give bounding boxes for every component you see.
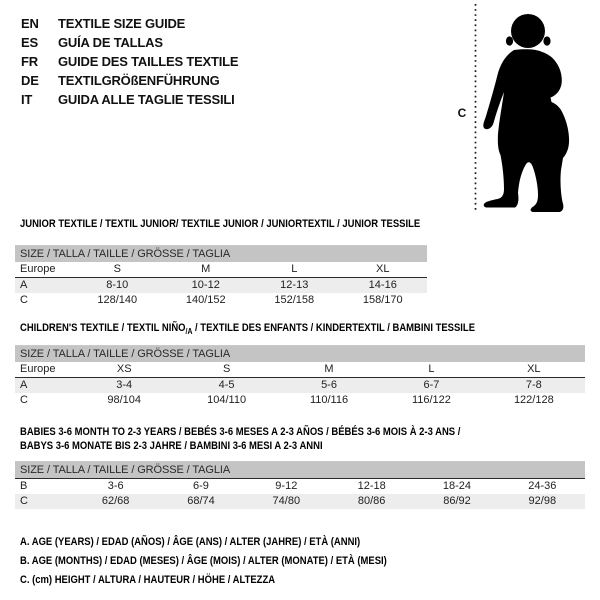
column-header-size: S <box>113 263 121 275</box>
size-value: 14-16 <box>368 279 397 291</box>
column-header-size: XL <box>376 263 390 275</box>
language-label: GUIDE DES TAILLES TEXTILE <box>58 54 239 69</box>
size-value: 12-18 <box>357 480 386 492</box>
babies-age-row <box>15 478 585 494</box>
column-header-size: M <box>201 263 211 275</box>
baby-silhouette-icon <box>483 14 569 212</box>
babies-size-table <box>15 461 585 509</box>
size-header-bar: SIZE / TALLA / TAILLE / GRÖSSE / TAGLIA <box>15 462 585 478</box>
size-value: 62/68 <box>101 495 130 507</box>
size-value: 68/74 <box>187 495 215 507</box>
language-row-fr <box>21 52 238 71</box>
language-label: TEXTILGRÖßENFÜHRUNG <box>58 73 220 88</box>
junior-size-table <box>15 245 427 308</box>
language-label: GUIDA ALLE TAGLIE TESSILI <box>58 92 235 107</box>
language-row-es <box>21 33 238 52</box>
size-value: 128/140 <box>97 294 138 306</box>
language-label: GUÍA DE TALLAS <box>58 35 163 50</box>
language-label: TEXTILE SIZE GUIDE <box>58 16 186 31</box>
junior-age-row <box>15 277 427 293</box>
size-value: 12-13 <box>280 279 309 291</box>
language-list <box>21 14 238 109</box>
babies-title-line2: BABYS 3-6 MONATE BIS 2-3 JAHRE / BAMBINI 3-6 MESI A 2-3 ANNI <box>20 440 323 452</box>
size-value: 98/104 <box>107 394 142 406</box>
size-value: 9-12 <box>275 480 298 492</box>
size-value: 6-9 <box>193 480 209 492</box>
size-value: 5-6 <box>321 379 337 391</box>
size-value: 10-12 <box>191 279 220 291</box>
column-header-size: S <box>222 363 231 375</box>
size-value: 74/80 <box>272 495 301 507</box>
size-value: 110/116 <box>309 394 349 406</box>
size-value: 92/98 <box>528 495 557 507</box>
size-value: 104/110 <box>207 394 247 406</box>
children-age-row <box>15 377 585 393</box>
size-header-bar: SIZE / TALLA / TAILLE / GRÖSSE / TAGLIA <box>15 346 585 362</box>
row-label: C <box>20 294 28 306</box>
size-value: 3-6 <box>107 480 124 492</box>
row-label: B <box>20 480 28 492</box>
size-value: 122/128 <box>513 394 554 406</box>
column-header-size: XS <box>116 363 132 375</box>
children-title-subscript: /A <box>185 327 193 337</box>
language-code: ES <box>21 35 38 50</box>
column-header-europe: Europe <box>20 363 56 375</box>
size-value: 6-7 <box>423 379 440 391</box>
size-value: 152/158 <box>274 294 315 306</box>
language-row-en <box>21 14 238 33</box>
column-header-europe: Europe <box>20 263 56 275</box>
size-value: 158/170 <box>362 294 403 306</box>
babies-section-title <box>20 425 460 453</box>
language-code: FR <box>21 54 38 69</box>
size-value: 4-5 <box>218 379 235 391</box>
language-code: IT <box>21 92 33 107</box>
footnotes <box>20 533 387 590</box>
children-title-suffix: / TEXTILE DES ENFANTS / KINDERTEXTIL / BAMBINI TESSILE <box>192 322 476 334</box>
babies-title-line1: BABIES 3-6 MONTH TO 2-3 YEARS / BEBÉS 3-6 MESES A 2-3 AÑOS / BÉBÉS 3-6 MOIS À 2-3 ANS / <box>20 426 461 438</box>
children-size-table <box>15 345 585 408</box>
language-code: EN <box>21 16 39 31</box>
children-title-prefix: CHILDREN'S TEXTILE / TEXTIL NIÑO <box>20 322 186 334</box>
size-value: 18-24 <box>442 480 472 492</box>
size-value: 140/152 <box>185 294 226 306</box>
column-header-size: L <box>428 363 435 375</box>
junior-section-title: JUNIOR TEXTILE / TEXTIL JUNIOR/ TEXTILE JUNIOR / JUNIORTEXTIL / JUNIOR TESSILE <box>20 218 421 230</box>
size-value: 7-8 <box>525 379 542 391</box>
size-value: 8-10 <box>106 279 129 291</box>
footnote-c: C. (cm) HEIGHT / ALTURA / HAUTEUR / HÖHE / ALTEZZA <box>20 574 276 586</box>
column-header-size: M <box>324 363 334 375</box>
row-label: A <box>20 279 28 291</box>
children-section-title <box>20 321 475 339</box>
babies-height-row <box>15 494 585 509</box>
size-header-bar: SIZE / TALLA / TAILLE / GRÖSSE / TAGLIA <box>15 246 427 262</box>
language-row-it <box>21 90 238 109</box>
height-label: C <box>457 106 467 120</box>
column-header-size: L <box>291 263 298 275</box>
column-header-size: XL <box>527 363 541 375</box>
size-value: 3-4 <box>116 379 133 391</box>
language-row-de <box>21 71 238 90</box>
footnote-a: A. AGE (YEARS) / EDAD (AÑOS) / ÂGE (ANS) / ALTER (JAHRE) / ETÀ (ANNI) <box>20 536 361 548</box>
size-value: 116/122 <box>411 394 451 406</box>
children-columns-row <box>15 362 585 377</box>
size-value: 24-36 <box>528 480 557 492</box>
row-label: A <box>20 379 28 391</box>
junior-columns-row <box>15 262 427 277</box>
junior-height-row <box>15 293 427 308</box>
language-code: DE <box>21 73 39 88</box>
row-label: C <box>20 394 28 406</box>
size-value: 86/92 <box>443 495 471 507</box>
footnote-b: B. AGE (MONTHS) / EDAD (MESES) / ÂGE (MOIS) / ALTER (MONATE) / ETÀ (MESI) <box>20 555 387 567</box>
row-label: C <box>20 495 28 507</box>
children-height-row <box>15 393 585 408</box>
size-value: 80/86 <box>357 495 386 507</box>
